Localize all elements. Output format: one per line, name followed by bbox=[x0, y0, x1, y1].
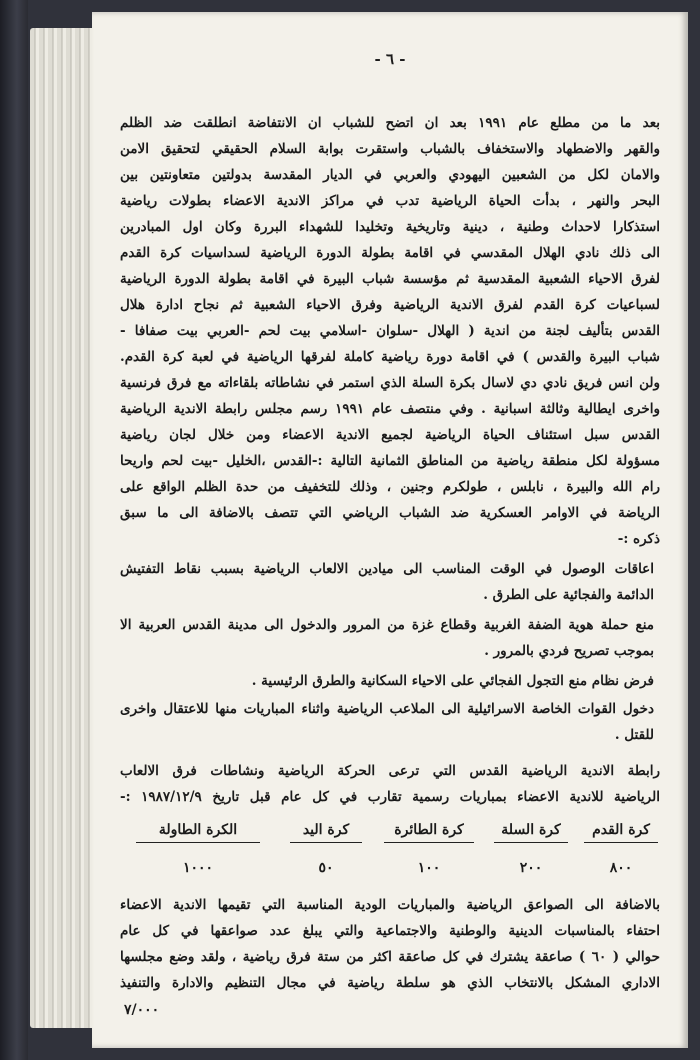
matches-table bbox=[120, 822, 660, 882]
table-value: ٢٠٠ bbox=[519, 860, 543, 876]
paragraph3-line: احتفاء بالمناسبات الدينية والوطنية والاجتماعية والتي يبلغ عدد صواعقها في كل عام bbox=[120, 923, 660, 939]
bullet-line: فرض نظام منع التجول الفجائي على الاحياء السكانية والطرق الرئيسية . bbox=[251, 673, 654, 689]
table-header: كرة القدم bbox=[584, 822, 658, 843]
paragraph1-line: والقهر والاضطهاد والاستخفاف بالشباب واستقرت بوابة السلام الحقيقي لتحقيق الامن bbox=[120, 141, 660, 157]
bullet-line: منع حملة هوية الضفة الغربية وقطاع غزة من المرور والدخول الى مدينة القدس العربية الا bbox=[120, 617, 654, 633]
table-value: ١٠٠ bbox=[417, 860, 441, 876]
paragraph1-line: رام الله والبيرة ، نابلس ، طولكرم وجنين ، وذلك للتخفيف من حدة الظلم الواقع على bbox=[120, 479, 660, 495]
paragraph1-line: البحر والنهر ، بدأت الحياة الرياضية تدب في مراكز الاندية الاعضاء بطولات رياضية bbox=[120, 193, 660, 209]
table-value: ٨٠٠ bbox=[609, 860, 633, 876]
paragraph1-line: والامان لكل من الشعبين اليهودي والعربي في الديار المقدسة بدولتين متعاونتين بين bbox=[120, 167, 660, 183]
page-number: - ٦ - bbox=[374, 50, 406, 68]
paragraph3-line: حوالي ( ٦٠ ) صاعقة يشترك في كل صاعقة اكثر من ستة فرق رياضية ، ولقد وضع مجلسها bbox=[120, 949, 660, 965]
page-content bbox=[120, 12, 660, 1048]
paragraph1-line: لسباعيات كرة القدم لفرق الاندية الرياضية وفرق الاحياء الشعبية ثم نجاح ادارة هلال bbox=[120, 297, 660, 313]
bullet-line: دخول القوات الخاصة الاسرائيلية الى الملاعب الرياضية واثناء المباريات منها للاعتقال واخرى bbox=[120, 701, 654, 717]
paragraph3-line: بالاضافة الى الصواعق الرياضية والمباريات الودية المناسبة التي تقيمها الاندية الاعضاء bbox=[120, 897, 660, 913]
table-header: كرة السلة bbox=[494, 822, 568, 843]
paragraph1-line: القدس سبل استئناف الحياة الرياضية لجميع الاندية الاعضاء ومن خلال لجان رياضية bbox=[120, 427, 660, 443]
paragraph1-line: لفرق الاحياء الشعبية المقدسية ثم مؤسسة شباب البيرة في اقامة بطولة الدورة الرياضية bbox=[120, 271, 660, 287]
paragraph1-line: بعد ما من مطلع عام ١٩٩١ بعد ان اتضح للشباب ان الانتفاضة انطلقت ضد الظلم bbox=[120, 115, 660, 131]
paragraph1-line: واخرى ايطالية وثالثة اسبانية . وفي منتصف عام ١٩٩١ رسم مجلس رابطة الاندية الرياضية bbox=[120, 401, 660, 417]
table-header: كرة اليد bbox=[290, 822, 362, 843]
bullet-line: بموجب تصريح فردي بالمرور . bbox=[484, 643, 654, 659]
paragraph1-line: مسؤولة لكل منطقة رياضية من المناطق الثمانية التالية :-القدس ،الخليل -بيت لحم واريحا bbox=[120, 453, 660, 469]
paragraph1-line: شباب البيرة والقدس ) في اقامة دورة رياضية كاملة لفرقها الرياضية في لعبة كرة القدم. bbox=[120, 349, 660, 365]
book-binding bbox=[0, 0, 28, 1060]
paragraph2-line: الرياضية للاندية الاعضاء بمباريات رسمية تقارب في كل عام قبل تاريخ ١٩٨٧/١٢/٩ :- bbox=[120, 789, 660, 805]
paragraph1-line: الى ذلك نادي الهلال المقدسي في اقامة بطولة الدورة الرياضية لسداسيات كرة القدم bbox=[120, 245, 660, 261]
bullet-line: اعاقات الوصول في الوقت المناسب الى ميادين الالعاب الرياضية بسبب نقاط التفتيش bbox=[120, 561, 654, 577]
paragraph1-line: ولن انس فريق نادي دي لاسال بكرة السلة الذي استمر في نشاطاته بلقاءاته مع فرق فرنسية bbox=[120, 375, 660, 391]
table-value: ١٠٠٠ bbox=[182, 860, 214, 876]
bullet-line: للقتل . bbox=[614, 727, 654, 743]
paragraph1-line: ذكره :- bbox=[617, 531, 660, 547]
document-page bbox=[92, 12, 688, 1048]
paragraph3-line: الاداري المشكل بالانتخاب الذي هو سلطة رياضية في مجال التنظيم والادارة والتنفيذ bbox=[120, 975, 660, 991]
paragraph1-line: القدس بتأليف لجنة من اندية ( الهلال -سلوان -اسلامي بيت لحم -العربي بيت صفافا - bbox=[120, 323, 660, 339]
paragraph1-line: استذكارا لاحداث وطنية ، دينية وتاريخية وتخليدا للشهداء البررة وكان اول المبادرين bbox=[120, 219, 660, 235]
page-stack-edge bbox=[30, 28, 96, 1028]
table-value: ٥٠ bbox=[318, 860, 334, 876]
table-header: كرة الطائرة bbox=[384, 822, 474, 843]
paragraph1-line: الرياضة في الاوامر العسكرية ضد الشباب الرياضي التي تتصف بالاضافة الى ما سبق bbox=[120, 505, 660, 521]
table-header: الكرة الطاولة bbox=[136, 822, 260, 843]
bullet-line: الدائمة والفجائية على الطرق . bbox=[483, 587, 654, 603]
paragraph2-line: رابطة الاندية الرياضية القدس التي ترعى الحركة الرياضية ونشاطات فرق الالعاب bbox=[120, 763, 660, 779]
footnote-number: ٧/٠٠٠ bbox=[124, 1002, 160, 1018]
